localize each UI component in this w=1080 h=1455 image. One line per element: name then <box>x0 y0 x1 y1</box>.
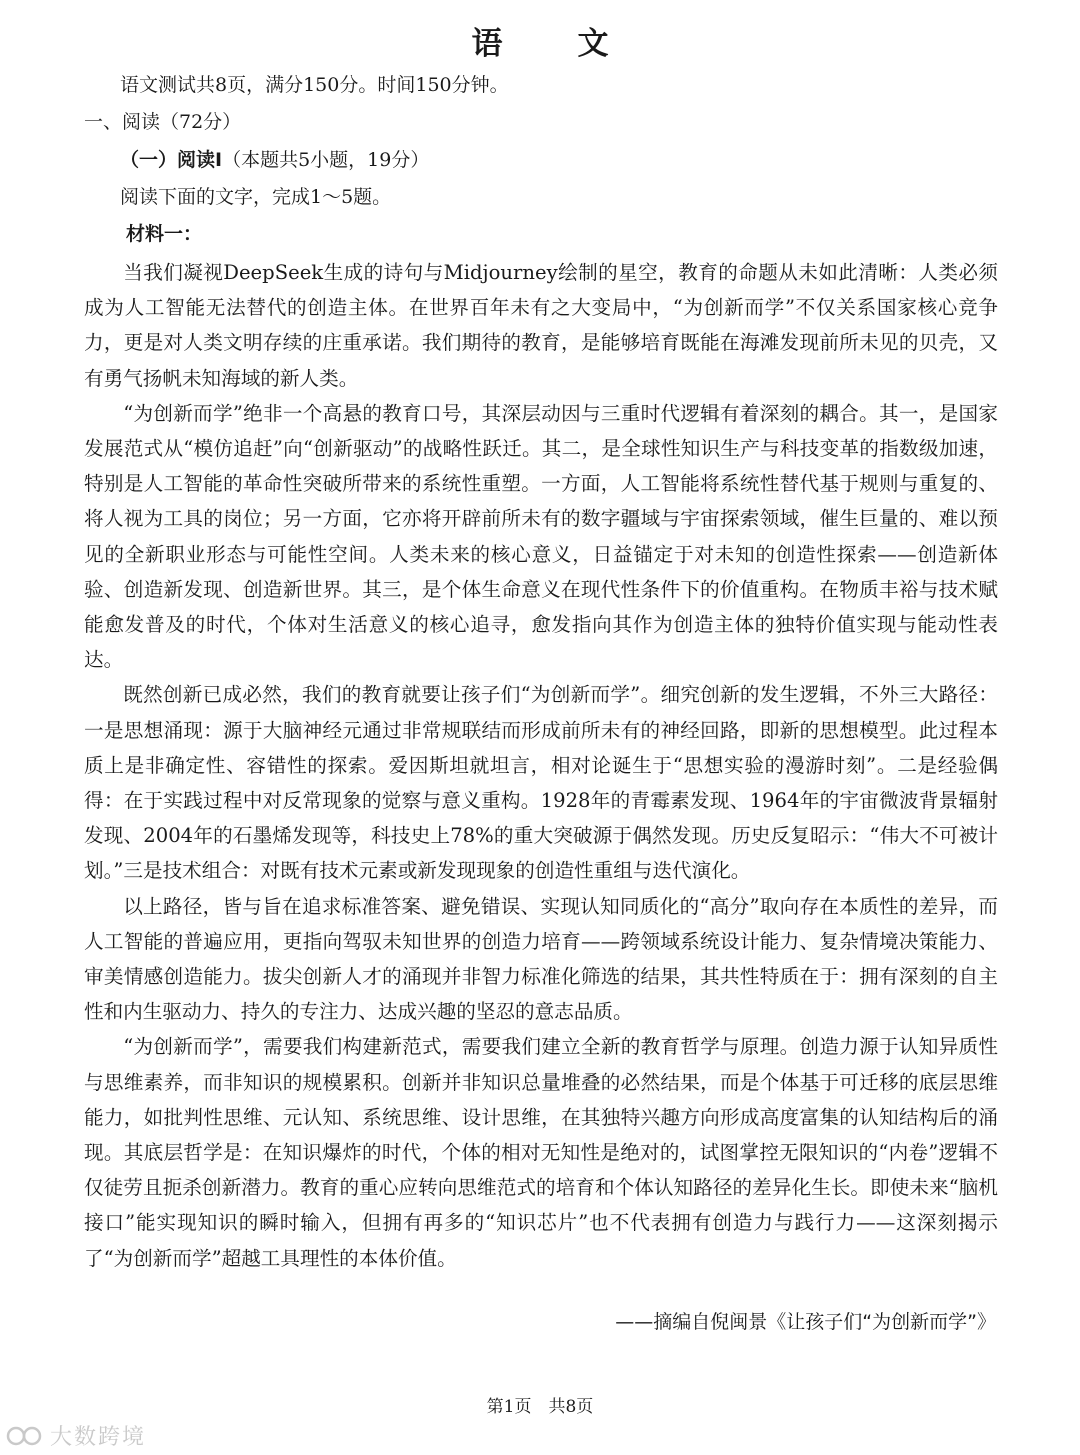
material-label: 材料一： <box>126 223 203 245</box>
passage-paragraph: 既然创新已成必然，我们的教育就要让孩子们“为创新而学”。细究创新的发生逻辑，不外三大路径：一是思想涌现：源于大脑神经元通过非常规联结而形成前所未有的神经回路，即新的思想模型。此过程本质上是非确定性、容错性的探索。爱因斯坦就坦言，相对论诞生于“思想实验的漫游时刻”。二是经验偶得：在于实践过程中对反常现象的觉察与意义重构。1928年的青霉素发现、1964年的宇宙微波背景辐射发现、2004年的石墨烯发现等，科技史上78%的重大突破源于偶然发现。历史反复昭示：“伟大不可被计划。”三是技术组合：对既有技术元素或新发现现象的创造性重组与迭代演化。 <box>84 683 998 883</box>
reading-instruction: 阅读下面的文字，完成1～5题。 <box>120 186 392 208</box>
passage-paragraph: 以上路径，皆与旨在追求标准答案、避免错误、实现认知同质化的“高分”取向存在本质性的差异，而人工智能的普遍应用，更指向驾驭未知世界的创造力培育——跨领域系统设计能力、复杂情境决策能力、审美情感创造能力。拔尖创新人才的涌现并非智力标准化筛选的结果，其共性特质在于：拥有深刻的自主性和内生驱动力、持久的专注力、达成兴趣的坚忍的意志品质。 <box>84 894 998 1024</box>
page-number: 第1页 共8页 <box>486 1397 594 1417</box>
page-title: 语 文 <box>471 26 631 62</box>
subsection-label: （一）阅读Ⅰ <box>120 149 223 171</box>
passage-paragraph: “为创新而学”绝非一个高悬的教育口号，其深层动因与三重时代逻辑有着深刻的耦合。其一，是国家发展范式从“模仿追赶”向“创新驱动”的战略性跃迁。其二，是全球性知识生产与科技变革的指数级加速，特别是人工智能的革命性突破所带来的系统性重塑。一方面，人工智能将系统性替代基于规则与重复的、将人视为工具的岗位；另一方面，它亦将开辟前所未有的数字疆域与宇宙探索领域，催生巨量的、难以预见的全新职业形态与可能性空间。人类未来的核心意义，日益锚定于对未知的创造性探索——创造新体验、创造新发现、创造新世界。其三，是个体生命意义在现代性条件下的价值重构。在物质丰裕与技术赋能愈发普及的时代，个体对生活意义的核心追寻，愈发指向其作为创造主体的独特价值实现与能动性表达。 <box>84 401 998 672</box>
passage-paragraph: 当我们凝视DeepSeek生成的诗句与Midjourney绘制的星空，教育的命题从未如此清晰：人类必须成为人工智能无法替代的创造主体。在世界百年未有之大变局中，“为创新而学”不仅关系国家核心竞争力，更是对人类文明存续的庄重承诺。我们期待的教育，是能够培育既能在海滩发现前所未见的贝壳，又有勇气扬帆未知海域的新人类。 <box>84 261 998 390</box>
passage-paragraph: “为创新而学”，需要我们构建新范式，需要我们建立全新的教育哲学与原理。创造力源于认知异质性与思维素养，而非知识的规模累积。创新并非知识总量堆叠的必然结果，而是个体基于可迁移的底层思维能力，如批判性思维、元认知、系统思维、设计思维，在其独特兴趣方向形成高度富集的认知结构后的涌现。其底层哲学是：在知识爆炸的时代，个体的相对无知性是绝对的，试图掌控无限知识的“内卷”逻辑不仅徒劳且扼杀创新潜力。教育的重心应转向思维范式的培育和个体认知路径的差异化生长。即使未来“脑机接口”能实现知识的瞬时输入，但拥有再多的“知识芯片”也不代表拥有创造力与践行力——这深刻揭示了“为创新而学”超越工具理性的本体价值。 <box>84 1035 998 1270</box>
watermark-text: 大数跨境 <box>50 1425 147 1450</box>
section-heading: 一、阅读（72分） <box>84 111 242 133</box>
reading-passage <box>84 255 998 1276</box>
subsection-heading <box>120 148 429 172</box>
watermark-logo-icon <box>6 1423 44 1449</box>
subsection-detail: （本题共5小题，19分） <box>222 149 430 171</box>
source-citation: ——摘编自倪闽景《让孩子们“为创新而学”》 <box>615 1311 996 1333</box>
exam-intro: 语文测试共8页，满分150分。时间150分钟。 <box>120 74 509 96</box>
watermark <box>6 1420 146 1451</box>
